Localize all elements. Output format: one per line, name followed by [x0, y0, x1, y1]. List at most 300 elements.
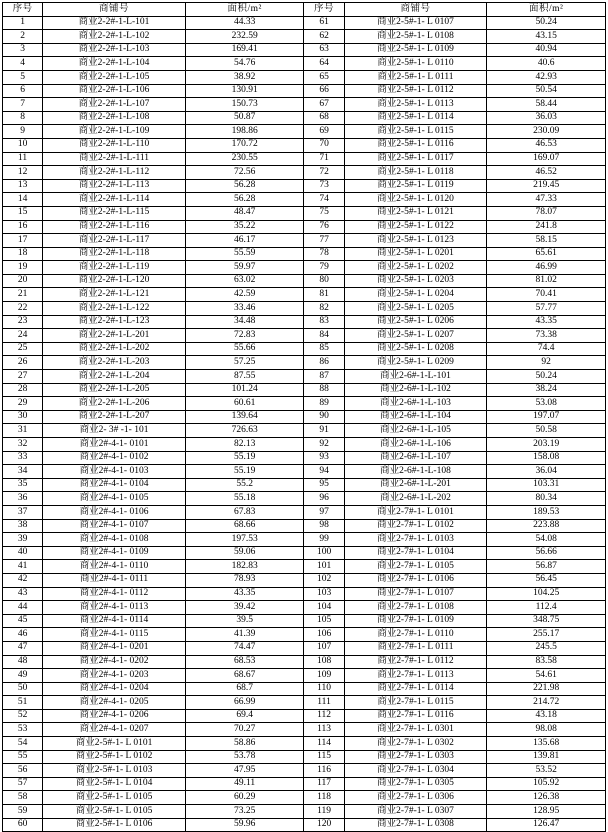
cell-area-right: 197.07 — [487, 410, 606, 424]
cell-index-right: 111 — [304, 696, 344, 710]
cell-area-left: 68.7 — [185, 682, 304, 696]
cell-index-right: 85 — [304, 342, 344, 356]
cell-shop-right: 商业2-5#-1- L 0203 — [344, 274, 487, 288]
cell-index-left: 11 — [3, 152, 43, 166]
cell-shop-left: 商业2#-4-1- 0107 — [43, 519, 186, 533]
cell-index-left: 17 — [3, 234, 43, 248]
cell-area-right: 53.52 — [487, 764, 606, 778]
table-row — [3, 274, 606, 288]
cell-index-left: 38 — [3, 519, 43, 533]
table-row — [3, 302, 606, 316]
cell-index-left: 6 — [3, 84, 43, 98]
cell-area-left: 59.96 — [185, 818, 304, 832]
cell-area-right: 65.61 — [487, 247, 606, 261]
cell-index-right: 73 — [304, 179, 344, 193]
cell-shop-left: 商业2-5#-1- L 0105 — [43, 805, 186, 819]
cell-index-left: 3 — [3, 43, 43, 57]
cell-shop-right: 商业2-5#-1- L 0120 — [344, 193, 487, 207]
cell-index-right: 79 — [304, 261, 344, 275]
table-row — [3, 737, 606, 751]
cell-index-right: 97 — [304, 505, 344, 519]
cell-area-left: 72.83 — [185, 329, 304, 343]
cell-index-right: 69 — [304, 125, 344, 139]
cell-index-right: 76 — [304, 220, 344, 234]
cell-shop-left: 商业2#-4-1- 0106 — [43, 505, 186, 519]
cell-area-left: 230.55 — [185, 152, 304, 166]
header-shop-left: 商铺号 — [43, 3, 186, 17]
cell-index-left: 21 — [3, 288, 43, 302]
table-row — [3, 465, 606, 479]
cell-index-left: 26 — [3, 356, 43, 370]
cell-index-left: 35 — [3, 478, 43, 492]
table-row — [3, 709, 606, 723]
cell-shop-left: 商业2-2#-1-L-205 — [43, 383, 186, 397]
cell-shop-right: 商业2-7#-1- L 0303 — [344, 750, 487, 764]
cell-shop-left: 商业2-2#-1-L-110 — [43, 138, 186, 152]
header-shop-right: 商铺号 — [344, 3, 487, 17]
cell-index-right: 109 — [304, 669, 344, 683]
cell-index-right: 107 — [304, 641, 344, 655]
cell-area-right: 92 — [487, 356, 606, 370]
spreadsheet-page — [0, 2, 608, 830]
cell-shop-left: 商业2-2#-1-L-201 — [43, 329, 186, 343]
cell-area-left: 67.83 — [185, 505, 304, 519]
cell-area-right: 203.19 — [487, 438, 606, 452]
cell-shop-right: 商业2-5#-1- L 0208 — [344, 342, 487, 356]
cell-shop-left: 商业2#-4-1- 0101 — [43, 438, 186, 452]
cell-area-right: 50.58 — [487, 424, 606, 438]
cell-shop-right: 商业2-5#-1- L 0118 — [344, 166, 487, 180]
cell-shop-left: 商业2-5#-1- L 0105 — [43, 791, 186, 805]
cell-area-right: 43.35 — [487, 315, 606, 329]
cell-shop-left: 商业2-2#-1-L-116 — [43, 220, 186, 234]
cell-index-right: 114 — [304, 737, 344, 751]
table-row — [3, 30, 606, 44]
table-row — [3, 533, 606, 547]
cell-index-left: 54 — [3, 737, 43, 751]
cell-area-left: 41.39 — [185, 628, 304, 642]
cell-index-right: 87 — [304, 370, 344, 384]
cell-index-left: 19 — [3, 261, 43, 275]
table-row — [3, 111, 606, 125]
cell-index-left: 58 — [3, 791, 43, 805]
cell-shop-left: 商业2#-4-1- 0108 — [43, 533, 186, 547]
cell-area-left: 82.13 — [185, 438, 304, 452]
table-row — [3, 777, 606, 791]
cell-shop-right: 商业2-7#-1- L 0304 — [344, 764, 487, 778]
cell-area-left: 39.5 — [185, 614, 304, 628]
cell-index-right: 78 — [304, 247, 344, 261]
table-row — [3, 546, 606, 560]
cell-area-left: 726.63 — [185, 424, 304, 438]
cell-shop-right: 商业2-5#-1- L 0202 — [344, 261, 487, 275]
cell-area-right: 46.52 — [487, 166, 606, 180]
table-row — [3, 98, 606, 112]
cell-shop-right: 商业2-7#-1- L 0109 — [344, 614, 487, 628]
cell-area-right: 223.88 — [487, 519, 606, 533]
cell-area-left: 139.64 — [185, 410, 304, 424]
cell-index-left: 10 — [3, 138, 43, 152]
cell-index-left: 57 — [3, 777, 43, 791]
cell-shop-right: 商业2-6#-1-L-202 — [344, 492, 487, 506]
cell-area-right: 50.54 — [487, 84, 606, 98]
cell-area-right: 38.24 — [487, 383, 606, 397]
cell-shop-right: 商业2-7#-1- L 0305 — [344, 777, 487, 791]
table-row — [3, 329, 606, 343]
table-row — [3, 505, 606, 519]
cell-shop-right: 商业2-5#-1- L 0109 — [344, 43, 487, 57]
table-row — [3, 247, 606, 261]
table-row — [3, 57, 606, 71]
table-row — [3, 438, 606, 452]
cell-index-left: 9 — [3, 125, 43, 139]
cell-shop-right: 商业2-7#-1- L 0105 — [344, 560, 487, 574]
cell-shop-right: 商业2-5#-1- L 0110 — [344, 57, 487, 71]
cell-area-left: 63.02 — [185, 274, 304, 288]
table-row — [3, 682, 606, 696]
cell-shop-right: 商业2-7#-1- L 0108 — [344, 601, 487, 615]
cell-shop-right: 商业2-7#-1- L 0115 — [344, 696, 487, 710]
cell-index-left: 29 — [3, 397, 43, 411]
table-row — [3, 614, 606, 628]
table-row — [3, 764, 606, 778]
cell-index-right: 115 — [304, 750, 344, 764]
cell-shop-left: 商业2- 3# -1- 101 — [43, 424, 186, 438]
cell-area-right: 80.34 — [487, 492, 606, 506]
table-row — [3, 818, 606, 832]
cell-shop-left: 商业2#-4-1- 0104 — [43, 478, 186, 492]
cell-shop-right: 商业2-7#-1- L 0106 — [344, 573, 487, 587]
cell-shop-right: 商业2-7#-1- L 0107 — [344, 587, 487, 601]
cell-index-right: 110 — [304, 682, 344, 696]
cell-shop-left: 商业2-5#-1- L 0101 — [43, 737, 186, 751]
cell-area-right: 73.38 — [487, 329, 606, 343]
cell-area-left: 169.41 — [185, 43, 304, 57]
table-row — [3, 206, 606, 220]
cell-shop-right: 商业2-5#-1- L 0119 — [344, 179, 487, 193]
cell-index-left: 27 — [3, 370, 43, 384]
cell-shop-left: 商业2#-4-1- 0113 — [43, 601, 186, 615]
cell-index-left: 39 — [3, 533, 43, 547]
cell-index-right: 95 — [304, 478, 344, 492]
cell-index-left: 42 — [3, 573, 43, 587]
cell-index-left: 18 — [3, 247, 43, 261]
cell-shop-right: 商业2-6#-1-L-106 — [344, 438, 487, 452]
cell-index-right: 62 — [304, 30, 344, 44]
cell-shop-left: 商业2-2#-1-L-206 — [43, 397, 186, 411]
cell-shop-left: 商业2-2#-1-L-108 — [43, 111, 186, 125]
cell-area-left: 35.22 — [185, 220, 304, 234]
cell-area-right: 81.02 — [487, 274, 606, 288]
cell-index-left: 14 — [3, 193, 43, 207]
cell-area-left: 198.86 — [185, 125, 304, 139]
table-row — [3, 138, 606, 152]
cell-area-left: 170.72 — [185, 138, 304, 152]
cell-shop-left: 商业2-2#-1-L-207 — [43, 410, 186, 424]
table-row — [3, 560, 606, 574]
cell-index-left: 48 — [3, 655, 43, 669]
cell-index-left: 13 — [3, 179, 43, 193]
cell-area-left: 34.48 — [185, 315, 304, 329]
cell-index-right: 68 — [304, 111, 344, 125]
cell-index-left: 44 — [3, 601, 43, 615]
cell-shop-right: 商业2-7#-1- L 0114 — [344, 682, 487, 696]
cell-shop-left: 商业2-2#-1-L-118 — [43, 247, 186, 261]
table-body — [3, 3, 606, 832]
table-row — [3, 193, 606, 207]
cell-index-right: 94 — [304, 465, 344, 479]
cell-shop-right: 商业2-6#-1-L-108 — [344, 465, 487, 479]
cell-index-left: 22 — [3, 302, 43, 316]
cell-shop-left: 商业2-2#-1-L-202 — [43, 342, 186, 356]
cell-index-left: 47 — [3, 641, 43, 655]
cell-shop-right: 商业2-7#-1- L 0102 — [344, 519, 487, 533]
cell-index-left: 31 — [3, 424, 43, 438]
table-row — [3, 478, 606, 492]
cell-area-left: 47.95 — [185, 764, 304, 778]
cell-index-left: 59 — [3, 805, 43, 819]
cell-area-left: 50.87 — [185, 111, 304, 125]
cell-index-right: 63 — [304, 43, 344, 57]
cell-area-right: 135.68 — [487, 737, 606, 751]
cell-index-left: 34 — [3, 465, 43, 479]
cell-index-left: 43 — [3, 587, 43, 601]
cell-shop-left: 商业2#-4-1- 0105 — [43, 492, 186, 506]
cell-index-left: 40 — [3, 546, 43, 560]
cell-index-left: 23 — [3, 315, 43, 329]
cell-shop-left: 商业2-2#-1-L-113 — [43, 179, 186, 193]
cell-index-left: 36 — [3, 492, 43, 506]
shop-area-table — [2, 2, 606, 832]
cell-area-right: 255.17 — [487, 628, 606, 642]
cell-area-left: 73.25 — [185, 805, 304, 819]
cell-shop-left: 商业2#-4-1- 0201 — [43, 641, 186, 655]
cell-area-right: 241.8 — [487, 220, 606, 234]
cell-index-right: 106 — [304, 628, 344, 642]
cell-index-right: 91 — [304, 424, 344, 438]
cell-shop-left: 商业2#-4-1- 0204 — [43, 682, 186, 696]
cell-shop-right: 商业2-6#-1-L-102 — [344, 383, 487, 397]
cell-area-right: 74.4 — [487, 342, 606, 356]
cell-index-right: 75 — [304, 206, 344, 220]
table-row — [3, 519, 606, 533]
cell-area-right: 348.75 — [487, 614, 606, 628]
table-row — [3, 451, 606, 465]
cell-area-right: 56.87 — [487, 560, 606, 574]
cell-area-right: 43.15 — [487, 30, 606, 44]
cell-index-right: 61 — [304, 16, 344, 30]
cell-area-left: 57.25 — [185, 356, 304, 370]
cell-index-right: 67 — [304, 98, 344, 112]
cell-index-left: 2 — [3, 30, 43, 44]
cell-shop-left: 商业2-5#-1- L 0103 — [43, 764, 186, 778]
cell-index-right: 99 — [304, 533, 344, 547]
cell-index-right: 74 — [304, 193, 344, 207]
cell-index-left: 8 — [3, 111, 43, 125]
cell-index-right: 65 — [304, 70, 344, 84]
table-row — [3, 696, 606, 710]
table-row — [3, 750, 606, 764]
cell-area-left: 44.33 — [185, 16, 304, 30]
cell-shop-left: 商业2-5#-1- L 0104 — [43, 777, 186, 791]
cell-area-right: 40.94 — [487, 43, 606, 57]
cell-shop-right: 商业2-5#-1- L 0117 — [344, 152, 487, 166]
cell-area-left: 48.47 — [185, 206, 304, 220]
table-row — [3, 655, 606, 669]
cell-index-left: 5 — [3, 70, 43, 84]
cell-index-left: 24 — [3, 329, 43, 343]
cell-area-right: 104.25 — [487, 587, 606, 601]
cell-area-right: 105.92 — [487, 777, 606, 791]
cell-area-left: 78.93 — [185, 573, 304, 587]
cell-area-left: 72.56 — [185, 166, 304, 180]
cell-area-left: 55.2 — [185, 478, 304, 492]
cell-index-left: 41 — [3, 560, 43, 574]
cell-shop-right: 商业2-7#-1- L 0104 — [344, 546, 487, 560]
cell-area-right: 245.5 — [487, 641, 606, 655]
table-row — [3, 424, 606, 438]
cell-index-left: 15 — [3, 206, 43, 220]
cell-shop-left: 商业2-2#-1-L-114 — [43, 193, 186, 207]
cell-area-right: 70.41 — [487, 288, 606, 302]
cell-area-right: 169.07 — [487, 152, 606, 166]
cell-shop-right: 商业2-5#-1- L 0205 — [344, 302, 487, 316]
table-row — [3, 125, 606, 139]
cell-area-left: 197.53 — [185, 533, 304, 547]
cell-area-right: 54.08 — [487, 533, 606, 547]
cell-index-right: 116 — [304, 764, 344, 778]
cell-shop-left: 商业2#-4-1- 0202 — [43, 655, 186, 669]
cell-area-left: 54.76 — [185, 57, 304, 71]
cell-shop-right: 商业2-7#-1- L 0111 — [344, 641, 487, 655]
cell-area-right: 112.4 — [487, 601, 606, 615]
header-index-right: 序号 — [304, 3, 344, 17]
table-row — [3, 383, 606, 397]
cell-index-right: 64 — [304, 57, 344, 71]
cell-shop-left: 商业2-2#-1-L-122 — [43, 302, 186, 316]
cell-shop-right: 商业2-5#-1- L 0112 — [344, 84, 487, 98]
cell-area-left: 55.66 — [185, 342, 304, 356]
cell-shop-right: 商业2-5#-1- L 0111 — [344, 70, 487, 84]
cell-index-left: 32 — [3, 438, 43, 452]
cell-index-right: 83 — [304, 315, 344, 329]
header-area-left: 面积/m² — [185, 3, 304, 17]
cell-area-right: 56.66 — [487, 546, 606, 560]
cell-area-right: 139.81 — [487, 750, 606, 764]
table-row — [3, 723, 606, 737]
cell-index-left: 7 — [3, 98, 43, 112]
cell-shop-left: 商业2-2#-1-L-107 — [43, 98, 186, 112]
cell-area-right: 36.04 — [487, 465, 606, 479]
cell-index-left: 46 — [3, 628, 43, 642]
cell-area-right: 58.44 — [487, 98, 606, 112]
cell-index-right: 101 — [304, 560, 344, 574]
table-header-row — [3, 3, 606, 17]
cell-area-right: 36.03 — [487, 111, 606, 125]
cell-area-left: 33.46 — [185, 302, 304, 316]
cell-index-left: 28 — [3, 383, 43, 397]
cell-shop-right: 商业2-5#-1- L 0108 — [344, 30, 487, 44]
cell-area-right: 56.45 — [487, 573, 606, 587]
cell-shop-left: 商业2-2#-1-L-203 — [43, 356, 186, 370]
cell-shop-right: 商业2-7#-1- L 0302 — [344, 737, 487, 751]
cell-index-left: 53 — [3, 723, 43, 737]
cell-index-right: 108 — [304, 655, 344, 669]
cell-index-left: 16 — [3, 220, 43, 234]
cell-area-right: 43.18 — [487, 709, 606, 723]
cell-index-left: 20 — [3, 274, 43, 288]
cell-area-right: 128.95 — [487, 805, 606, 819]
cell-index-right: 96 — [304, 492, 344, 506]
cell-shop-right: 商业2-6#-1-L-104 — [344, 410, 487, 424]
cell-shop-right: 商业2-5#-1- L 0116 — [344, 138, 487, 152]
cell-shop-right: 商业2-7#-1- L 0308 — [344, 818, 487, 832]
cell-index-right: 66 — [304, 84, 344, 98]
cell-index-right: 81 — [304, 288, 344, 302]
cell-shop-right: 商业2-5#-1- L 0201 — [344, 247, 487, 261]
cell-index-left: 56 — [3, 764, 43, 778]
cell-shop-left: 商业2-2#-1-L-112 — [43, 166, 186, 180]
table-row — [3, 669, 606, 683]
cell-shop-left: 商业2-2#-1-L-102 — [43, 30, 186, 44]
cell-shop-left: 商业2#-4-1- 0111 — [43, 573, 186, 587]
cell-area-right: 126.38 — [487, 791, 606, 805]
cell-index-left: 25 — [3, 342, 43, 356]
table-row — [3, 641, 606, 655]
cell-index-right: 120 — [304, 818, 344, 832]
cell-index-right: 72 — [304, 166, 344, 180]
cell-area-left: 130.91 — [185, 84, 304, 98]
table-row — [3, 315, 606, 329]
cell-index-right: 104 — [304, 601, 344, 615]
cell-shop-left: 商业2#-4-1- 0103 — [43, 465, 186, 479]
cell-area-right: 219.45 — [487, 179, 606, 193]
cell-shop-right: 商业2-6#-1-L-103 — [344, 397, 487, 411]
cell-shop-right: 商业2-7#-1- L 0101 — [344, 505, 487, 519]
cell-shop-right: 商业2-6#-1-L-105 — [344, 424, 487, 438]
cell-shop-right: 商业2-5#-1- L 0206 — [344, 315, 487, 329]
cell-index-right: 80 — [304, 274, 344, 288]
cell-index-left: 45 — [3, 614, 43, 628]
cell-index-right: 118 — [304, 791, 344, 805]
cell-area-left: 69.4 — [185, 709, 304, 723]
cell-shop-right: 商业2-5#-1- L 0204 — [344, 288, 487, 302]
cell-index-left: 12 — [3, 166, 43, 180]
cell-index-right: 103 — [304, 587, 344, 601]
cell-index-right: 119 — [304, 805, 344, 819]
cell-area-right: 78.07 — [487, 206, 606, 220]
cell-shop-right: 商业2-7#-1- L 0112 — [344, 655, 487, 669]
cell-shop-left: 商业2#-4-1- 0207 — [43, 723, 186, 737]
cell-index-left: 4 — [3, 57, 43, 71]
table-row — [3, 179, 606, 193]
cell-shop-left: 商业2-2#-1-L-123 — [43, 315, 186, 329]
cell-shop-left: 商业2-5#-1- L 0102 — [43, 750, 186, 764]
table-row — [3, 356, 606, 370]
cell-index-right: 70 — [304, 138, 344, 152]
cell-shop-right: 商业2-7#-1- L 0306 — [344, 791, 487, 805]
cell-area-left: 87.55 — [185, 370, 304, 384]
cell-area-right: 42.93 — [487, 70, 606, 84]
cell-shop-right: 商业2-5#-1- L 0115 — [344, 125, 487, 139]
cell-area-right: 58.15 — [487, 234, 606, 248]
cell-area-left: 68.66 — [185, 519, 304, 533]
cell-shop-left: 商业2-2#-1-L-119 — [43, 261, 186, 275]
cell-index-right: 82 — [304, 302, 344, 316]
cell-index-left: 33 — [3, 451, 43, 465]
table-row — [3, 397, 606, 411]
cell-index-left: 49 — [3, 669, 43, 683]
